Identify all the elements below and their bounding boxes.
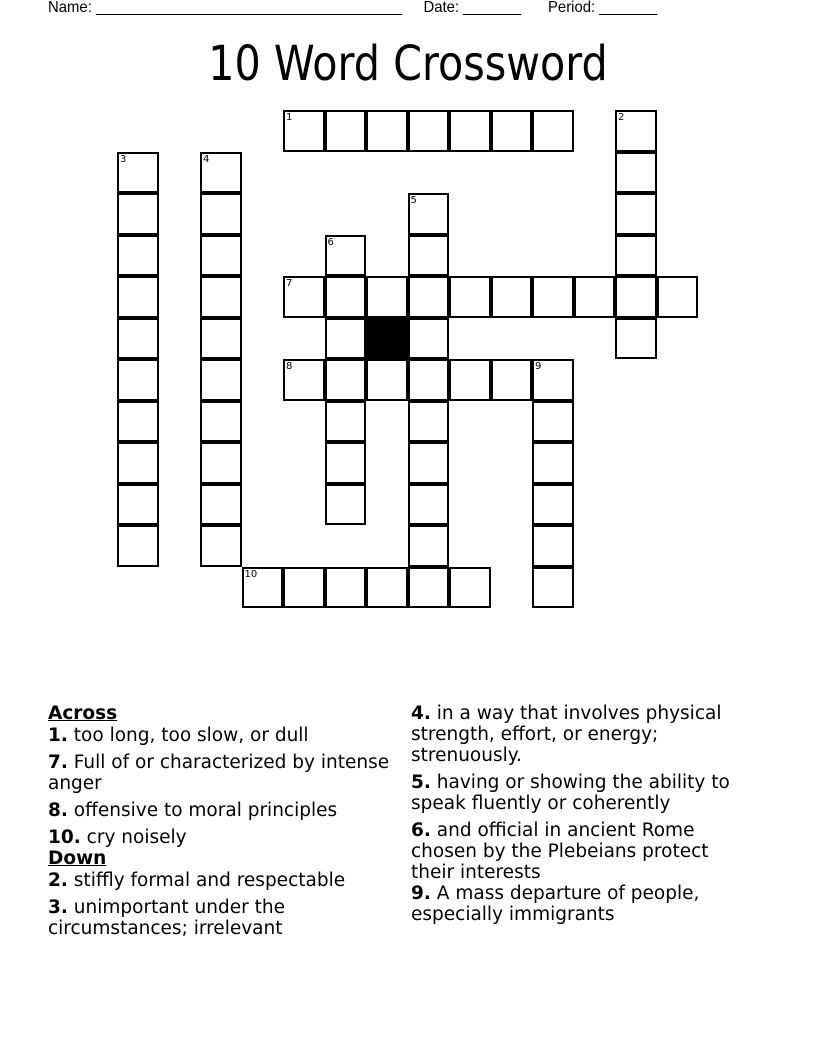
cell-number: 3 [120, 153, 127, 165]
grid-cell[interactable] [657, 276, 699, 318]
page-title: 10 Word Crossword [208, 36, 608, 92]
name-label: Name: [48, 0, 92, 16]
grid-cell[interactable] [117, 193, 159, 235]
name-field[interactable]: _____________________________________ [95, 0, 403, 16]
grid-cell[interactable] [200, 235, 242, 277]
cell-number: 5 [410, 195, 417, 206]
cell-number: 1 [286, 112, 293, 123]
grid-cell[interactable] [491, 110, 533, 152]
grid-cell[interactable] [615, 276, 657, 318]
grid-cell[interactable] [200, 442, 242, 484]
grid-cell[interactable] [325, 318, 367, 360]
period-field[interactable]: _______ [599, 0, 658, 16]
grid-cell[interactable] [325, 484, 367, 526]
clue-text: unimportant under the circumstances; irrelevant [48, 897, 285, 939]
grid-cell[interactable] [325, 110, 367, 152]
grid-cell[interactable] [366, 567, 408, 609]
clue-down-2 [48, 870, 398, 891]
grid-cell[interactable] [200, 359, 242, 401]
clue-down-5 [411, 772, 756, 814]
black-cell [366, 318, 408, 360]
grid-cell[interactable] [117, 276, 159, 318]
clue-text: in a way that involves physical strength, effort, or energy; strenuously. [411, 703, 722, 766]
grid-cell[interactable] [615, 193, 657, 235]
clue-number: 10. [48, 827, 81, 848]
clue-down-9 [411, 883, 756, 925]
clue-across-1 [48, 725, 398, 746]
grid-cell[interactable] [283, 110, 325, 152]
clues-column-left [48, 703, 398, 945]
grid-cell[interactable] [532, 484, 574, 526]
clues-column-right [411, 703, 756, 931]
clue-across-8 [48, 800, 398, 821]
clue-text: A mass departure of people, especially immigrants [411, 883, 700, 925]
cell-number: 9 [535, 361, 542, 372]
down-heading: Down [48, 848, 107, 869]
clue-down-4 [411, 703, 756, 766]
clue-text: Full of or characterized by intense anger [48, 752, 390, 794]
date-label: Date: [423, 0, 460, 16]
clue-text: and official in ancient Rome chosen by the Plebeians protect their interests [411, 820, 709, 883]
clue-number: 8. [48, 800, 68, 821]
grid-cell[interactable] [200, 401, 242, 443]
clue-down-6 [411, 820, 756, 883]
grid-cell[interactable] [325, 276, 367, 318]
grid-cell[interactable] [283, 359, 325, 401]
grid-cell[interactable] [449, 567, 491, 609]
clue-across-10 [48, 827, 398, 848]
grid-cell[interactable] [200, 193, 242, 235]
cell-number: 10 [244, 568, 258, 580]
grid-cell[interactable] [408, 484, 450, 526]
grid-cell[interactable] [615, 235, 657, 277]
grid-cell[interactable] [408, 110, 450, 152]
grid-cell[interactable] [532, 110, 574, 152]
across-heading: Across [48, 703, 118, 724]
clue-text: offensive to moral principles [73, 800, 338, 821]
clue-number: 2. [48, 870, 68, 891]
grid-cell[interactable] [325, 359, 367, 401]
grid-cell[interactable] [574, 276, 616, 318]
clue-text: too long, too slow, or dull [73, 725, 309, 746]
grid-cell[interactable] [117, 484, 159, 526]
grid-cell[interactable] [408, 235, 450, 277]
grid-cell[interactable] [408, 193, 450, 235]
grid-cell[interactable] [366, 359, 408, 401]
clue-number: 9. [411, 883, 431, 904]
cell-number: 2 [618, 112, 625, 123]
cell-number: 8 [286, 361, 293, 372]
clue-number: 5. [411, 772, 431, 793]
grid-cell[interactable] [242, 567, 284, 609]
grid-cell[interactable] [408, 359, 450, 401]
grid-cell[interactable] [325, 567, 367, 609]
grid-cell[interactable] [408, 276, 450, 318]
grid-cell[interactable] [117, 442, 159, 484]
grid-cell[interactable] [117, 235, 159, 277]
grid-cell[interactable] [491, 359, 533, 401]
grid-cell[interactable] [408, 525, 450, 567]
clue-text: stiffly formal and respectable [73, 870, 346, 891]
grid-cell[interactable] [532, 401, 574, 443]
grid-cell[interactable] [449, 110, 491, 152]
grid-cell[interactable] [408, 567, 450, 609]
grid-cell[interactable] [200, 484, 242, 526]
grid-cell[interactable] [117, 525, 159, 567]
cell-number: 4 [203, 153, 210, 165]
grid-cell[interactable] [615, 110, 657, 152]
grid-cell[interactable] [200, 525, 242, 567]
grid-cell[interactable] [615, 318, 657, 360]
grid-cell[interactable] [408, 318, 450, 360]
grid-cell[interactable] [532, 359, 574, 401]
clue-across-7 [48, 752, 398, 794]
clue-text: cry noisely [86, 827, 187, 848]
date-field[interactable]: _______ [463, 0, 522, 16]
grid-cell[interactable] [117, 152, 159, 194]
grid-cell[interactable] [325, 235, 367, 277]
grid-cell[interactable] [325, 442, 367, 484]
grid-cell[interactable] [532, 442, 574, 484]
grid-cell[interactable] [408, 401, 450, 443]
grid-cell[interactable] [200, 152, 242, 194]
grid-cell[interactable] [449, 276, 491, 318]
clue-text: having or showing the ability to speak fluently or coherently [411, 772, 730, 814]
clue-number: 3. [48, 897, 68, 918]
grid-cell[interactable] [117, 318, 159, 360]
grid-cell[interactable] [325, 401, 367, 443]
grid-cell[interactable] [366, 276, 408, 318]
grid-cell[interactable] [615, 152, 657, 194]
clue-down-3 [48, 897, 398, 939]
grid-cell[interactable] [117, 359, 159, 401]
grid-cell[interactable] [532, 276, 574, 318]
grid-cell[interactable] [532, 525, 574, 567]
clue-number: 1. [48, 725, 68, 746]
grid-cell[interactable] [200, 318, 242, 360]
grid-cell[interactable] [117, 401, 159, 443]
grid-cell[interactable] [532, 567, 574, 609]
grid-cell[interactable] [491, 276, 533, 318]
grid-cell[interactable] [283, 276, 325, 318]
clue-number: 7. [48, 752, 68, 773]
grid-cell[interactable] [366, 110, 408, 152]
clue-number: 4. [411, 703, 431, 724]
grid-cell[interactable] [283, 567, 325, 609]
grid-cell[interactable] [408, 442, 450, 484]
cell-number: 6 [327, 236, 334, 248]
period-label: Period: [548, 0, 596, 16]
grid-cell[interactable] [449, 359, 491, 401]
grid-cell[interactable] [200, 276, 242, 318]
clue-number: 6. [411, 820, 431, 841]
cell-number: 7 [286, 278, 293, 289]
